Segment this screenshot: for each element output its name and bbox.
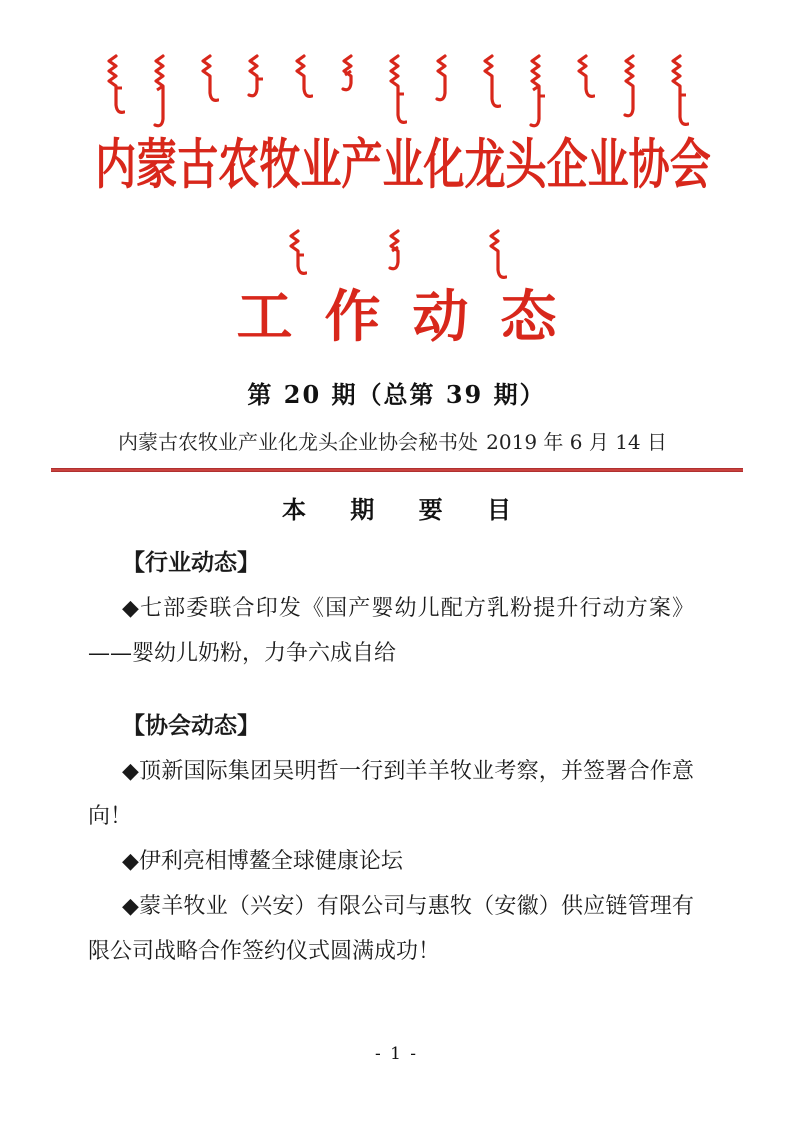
contents-list — [88, 541, 694, 974]
toc-entry: ◆七部委联合印发《国产婴幼儿配方乳粉提升行动方案》——婴幼儿奶粉，力争六成自给 — [88, 596, 694, 666]
association-name-title: 内蒙古农牧业产业化龙头企业协会 — [95, 132, 711, 196]
mongolian-word-glyph — [669, 54, 689, 128]
bulletin-title: 工作动态 — [236, 284, 589, 350]
toc-entry: ◆顶新国际集团吴明哲一行到羊羊牧业考察，并签署合作意向！ — [88, 759, 694, 829]
mongolian-word-glyph — [199, 54, 219, 104]
publisher-row — [118, 426, 667, 455]
publish-date: 2019 年 6 月 14 日 — [486, 430, 667, 454]
mongolian-word-glyph — [340, 54, 360, 94]
section-title-industry-news: 【行业动态】 — [122, 550, 260, 576]
publisher-name: 内蒙古农牧业产业化龙头企业协会秘书处 — [118, 430, 478, 454]
mongolian-script-subtitle-row — [0, 229, 793, 279]
mongolian-word-glyph — [387, 54, 407, 126]
page-number: - 1 - — [374, 1044, 419, 1064]
mongolian-word-glyph — [622, 54, 642, 120]
mongolian-word-glyph — [487, 229, 507, 281]
section-title-association-news: 【协会动态】 — [122, 713, 260, 739]
toc-entry: ◆蒙羊牧业（兴安）有限公司与惠牧（安徽）供应链管理有限公司战略合作签约仪式圆满成功！ — [88, 894, 694, 964]
mongolian-word-glyph — [293, 54, 313, 100]
mongolian-word-glyph — [481, 54, 501, 110]
mongolian-word-glyph — [387, 229, 407, 273]
mongolian-word-glyph — [528, 54, 548, 130]
mongolian-word-glyph — [152, 54, 172, 130]
issue-number-line: 第 20 期（总第 39 期） — [247, 380, 546, 409]
red-divider-rule — [51, 468, 743, 472]
mongolian-word-glyph — [287, 229, 307, 277]
mongolian-word-glyph — [434, 54, 454, 104]
mongolian-word-glyph — [575, 54, 595, 100]
mongolian-word-glyph — [105, 54, 125, 116]
toc-entry: ◆伊利亮相博鳌全球健康论坛 — [122, 849, 403, 874]
masthead — [0, 0, 793, 472]
mongolian-script-top-row — [0, 54, 793, 132]
mongolian-word-glyph — [246, 54, 266, 100]
contents-heading: 本 期 要 目 — [281, 496, 530, 524]
